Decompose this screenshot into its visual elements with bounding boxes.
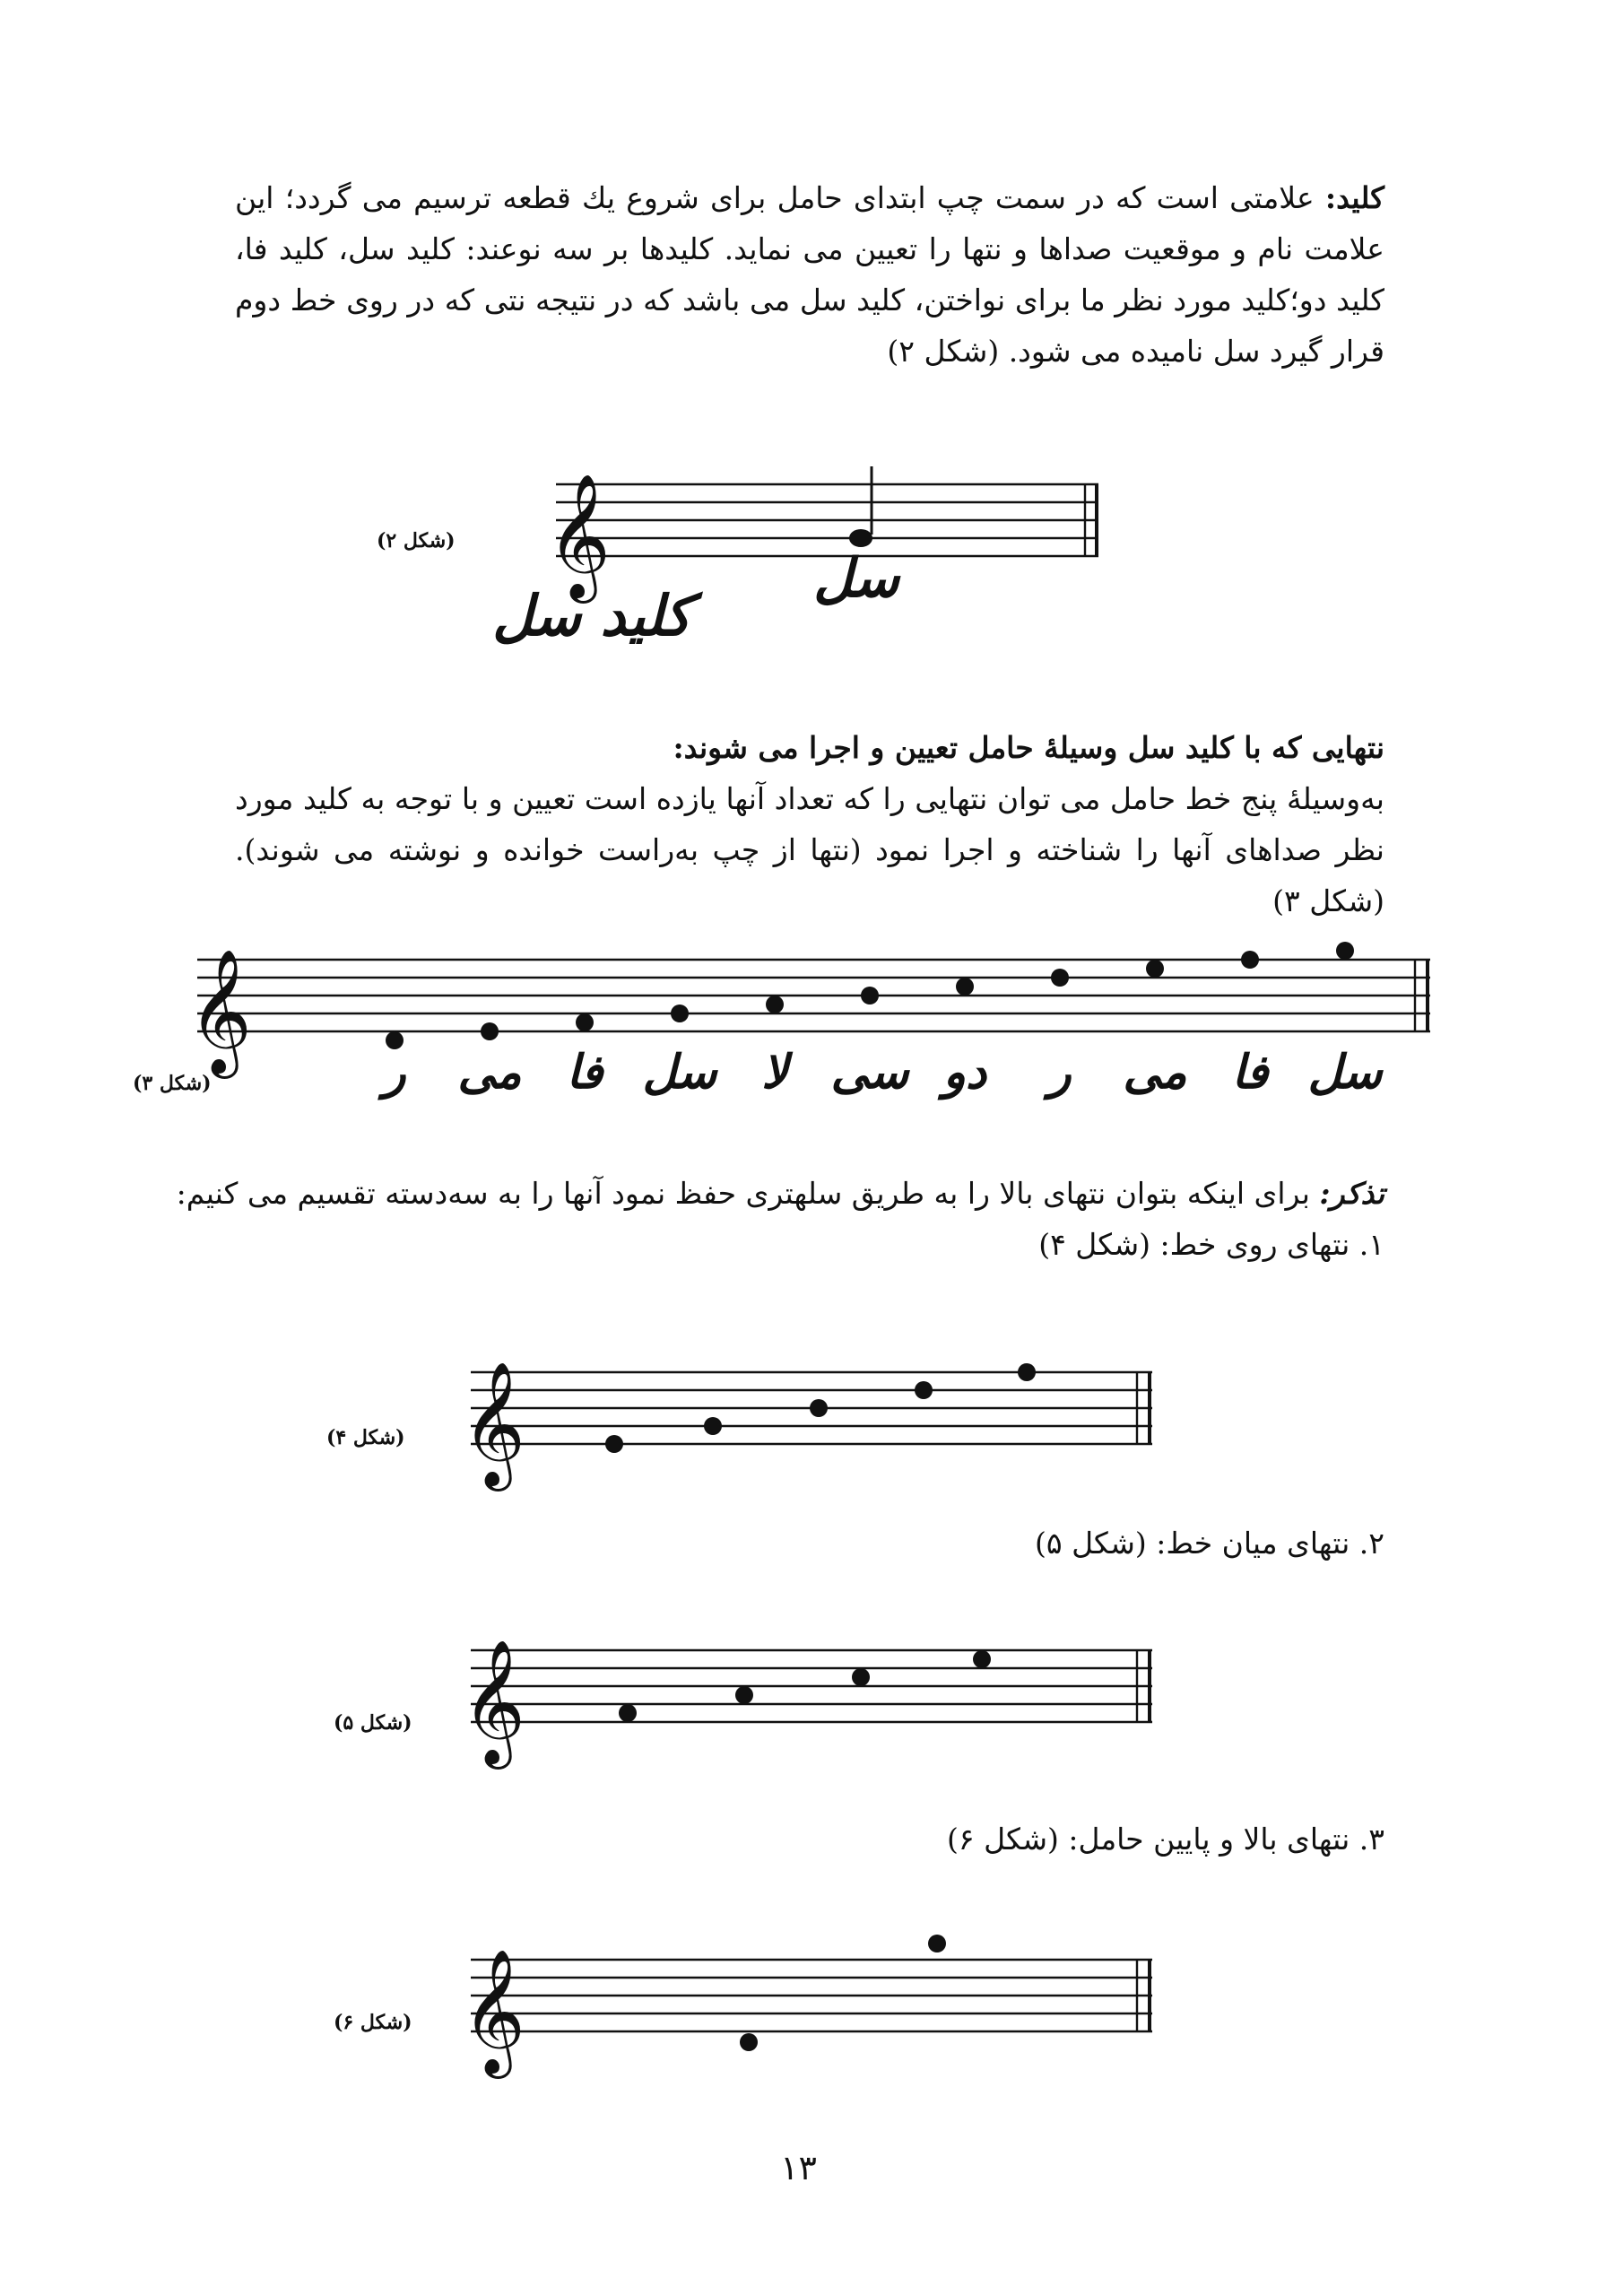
note-head: [1336, 942, 1354, 960]
note-head: [1051, 969, 1069, 987]
note-name-label: سل: [642, 1045, 717, 1100]
note-head: [1146, 960, 1164, 978]
intro-text: علامتی است که در سمت چپ ابتدای حامل برای شروع یك قطعه ترسیم می گردد؛ این علامت نام و موقعیت صداها و نتها را تعیین می نماید. کلیدها بر سه نوعند: کلید سل، کلید فا، کلید دو؛کلید مورد نظر ما برای نواختن، کلید سل می باشد که در نتیجه نتی که در روی خط دوم قرار گیرد سل نامیده می شود. (شکل ۲): [235, 180, 1384, 369]
note-re: [740, 2033, 758, 2051]
page-number: ۱۳: [780, 2148, 817, 2187]
fig4-staff: [453, 1309, 1170, 1486]
note-head: [956, 978, 974, 996]
reminder-text: برای اینکه بتوان نتهای بالا را به طریق سلهتری حفظ نمود آنها را به سه‌دسته تقسیم می کنیم:: [176, 1176, 1320, 1211]
note-name-label: سی: [830, 1045, 909, 1100]
item-above-below: ۳. نتهای بالا و پایین حامل: (شکل ۶): [947, 1822, 1384, 1857]
clef-label: کلید سل: [492, 583, 691, 648]
treble-clef-icon: 𝄞: [462, 1949, 525, 2074]
note-head: [1241, 951, 1259, 969]
fig5-caption: (شکل ۵): [334, 1711, 412, 1735]
item-between-lines: ۲. نتهای میان خط: (شکل ۵): [1034, 1526, 1384, 1561]
fig6-staff: [453, 1906, 1170, 2076]
treble-clef-icon: 𝄞: [547, 474, 611, 598]
key-term: کلید:: [1324, 180, 1384, 215]
note-name-label: فا: [1231, 1045, 1269, 1100]
note-head: [671, 1004, 689, 1022]
note-name-label: می: [1123, 1045, 1187, 1100]
note-sol: [928, 1935, 946, 1952]
fig6-caption: (شکل ۶): [334, 2011, 412, 2034]
fig4-caption: (شکل ۴): [326, 1426, 405, 1449]
treble-clef-icon: 𝄞: [462, 1361, 525, 1486]
note-mi: [973, 1650, 991, 1668]
note-si: [810, 1399, 828, 1417]
note-label-sol: سل: [813, 547, 899, 610]
note-head: [576, 1013, 594, 1031]
note-name-label: سل: [1307, 1045, 1383, 1100]
note-name-label: فا: [566, 1045, 603, 1100]
note-la: [735, 1686, 753, 1704]
note-fa: [619, 1704, 637, 1722]
note-name-label: ر: [1048, 1045, 1072, 1100]
treble-clef-icon: 𝄞: [462, 1639, 525, 1764]
note-head: [861, 987, 879, 1004]
note-fa: [1018, 1363, 1036, 1381]
fig2-caption: (شکل ۲): [377, 529, 456, 552]
note-head: [481, 1022, 499, 1040]
item-on-line: ۱. نتهای روی خط: (شکل ۴): [1038, 1227, 1384, 1262]
treble-clef-icon: 𝄞: [188, 949, 252, 1074]
note-name-label: لا: [761, 1045, 788, 1100]
note-sol: [704, 1417, 722, 1435]
note-name-label: ر: [383, 1045, 406, 1100]
note-head: [849, 529, 872, 547]
note-mi: [605, 1435, 623, 1453]
fig3-caption: (شکل ۳): [133, 1072, 212, 1095]
note-head: [766, 996, 784, 1013]
fig5-staff: [453, 1610, 1170, 1780]
reminder-lead: تذکر:: [1319, 1176, 1384, 1211]
note-do: [852, 1668, 870, 1686]
notes-paragraph: به‌وسیلهٔ پنج خط حامل می توان نتهایی را که تعداد آنها یازده است تعیین و با توجه به کلید مورد نظر صداهای آنها را شناخته و اجرا نمود (نتها از چپ به‌راست خوانده و نوشته می شوند). (شکل ۳): [235, 781, 1384, 918]
reminder-paragraph: [177, 1168, 1384, 1219]
intro-paragraph: [235, 172, 1384, 377]
note-re: [915, 1381, 933, 1399]
note-name-label: می: [457, 1045, 522, 1100]
note-name-label: دو: [942, 1045, 987, 1100]
notes-heading: نتهایی که با کلید سل وسیلهٔ حامل تعیین و اجرا می شوند:: [673, 730, 1384, 765]
